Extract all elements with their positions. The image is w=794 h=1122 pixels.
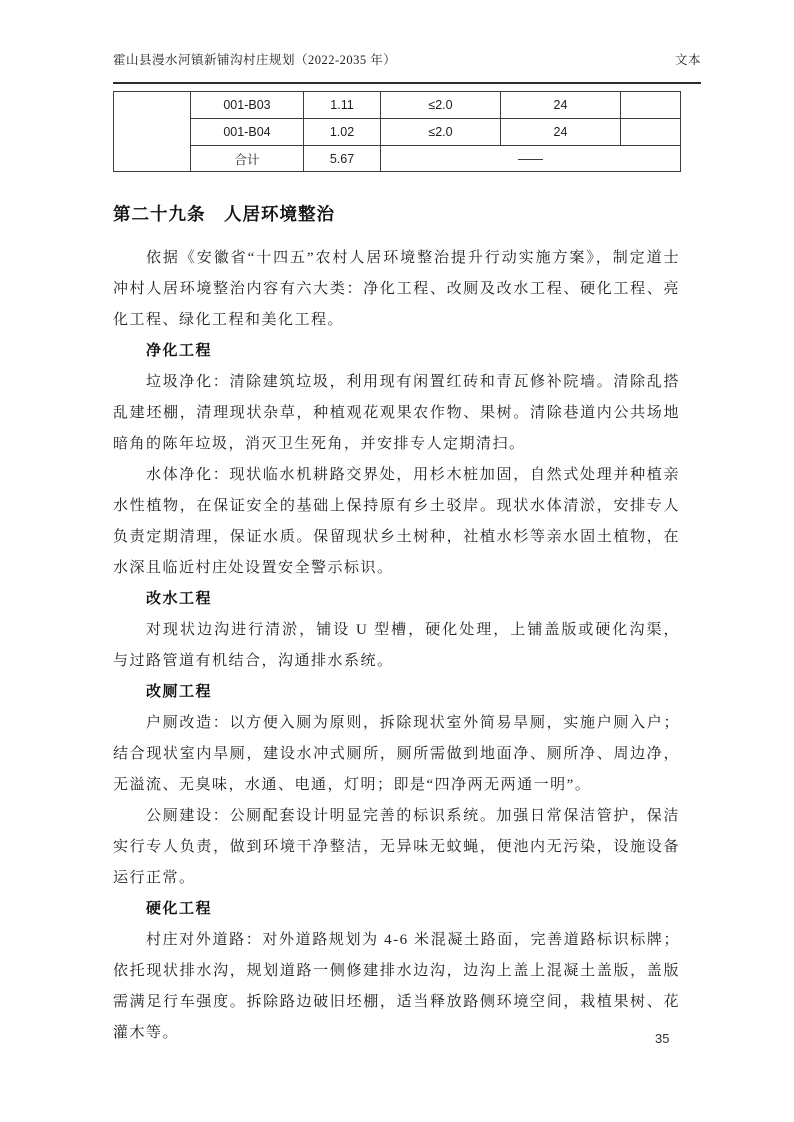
paragraph-garbage-purification: 垃圾净化：清除建筑垃圾，利用现有闲置红砖和青瓦修补院墙。清除乱搭乱建坯棚，清理现状杂草，种植观花观果农作物、果树。清除巷道内公共场地暗角的陈年垃圾，消灭卫生死角，并安排专人定期清扫。 bbox=[113, 374, 680, 452]
paragraph-household-toilet: 户厕改造：以方便入厕为原则，拆除现状室外简易旱厕，实施户厕入户；结合现状室内旱厕，建设水冲式厕所，厕所需做到地面净、厕所净、周边净，无溢流、无臭味，水通、电通，灯明；即是“四净两无两通一明”。 bbox=[113, 715, 680, 793]
cell-value: 24 bbox=[501, 92, 621, 119]
cell-plot-code: 001-B03 bbox=[191, 92, 304, 119]
page-number: 35 bbox=[655, 1031, 670, 1046]
paragraph-external-roads: 村庄对外道路：对外道路规划为 4-6 米混凝土路面，完善道路标识标牌；依托现状排水沟，规划道路一侧修建排水边沟，边沟上盖上混凝土盖版，盖版需满足行车强度。拆除路边破旧坯棚，适当释放路侧环境空间，栽植果树、花灌木等。 bbox=[113, 932, 680, 1041]
cell-limit: ≤2.0 bbox=[381, 92, 501, 119]
cell-total-area: 5.67 bbox=[304, 146, 381, 172]
cell-empty-right bbox=[621, 92, 681, 119]
cell-plot-code: 001-B04 bbox=[191, 119, 304, 146]
cell-limit: ≤2.0 bbox=[381, 119, 501, 146]
page-header bbox=[113, 0, 701, 84]
paragraph-intro: 依据《安徽省“十四五”农村人居环境整治提升行动实施方案》，制定道士冲村人居环境整治内容有六大类：净化工程、改厕及改水工程、硬化工程、亮化工程、绿化工程和美化工程。 bbox=[113, 250, 680, 328]
subheading-water-improvement-project: 改水工程 bbox=[146, 591, 213, 607]
land-use-table bbox=[113, 91, 681, 172]
content-area bbox=[113, 91, 680, 1049]
subheading-hardening-project: 硬化工程 bbox=[146, 901, 213, 917]
paragraph-ditch-improvement: 对现状边沟进行清淤，铺设 U 型槽，硬化处理，上铺盖版或硬化沟渠，与过路管道有机结合，沟通排水系统。 bbox=[113, 622, 680, 669]
paragraph-water-body-purification: 水体净化：现状临水机耕路交界处，用杉木桩加固，自然式处理并种植亲水性植物，在保证安全的基础上保持原有乡土驳岸。现状水体清淤，安排专人负责定期清理，保证水质。保留现状乡土树种，社植水杉等亲水固土植物，在水深且临近村庄处设置安全警示标识。 bbox=[113, 467, 680, 576]
cell-empty-left bbox=[114, 92, 191, 172]
cell-value: 24 bbox=[501, 119, 621, 146]
cell-total-dash: —— bbox=[381, 146, 681, 172]
table-row-1 bbox=[114, 92, 681, 119]
article-heading: 第二十九条 人居环境整治 bbox=[113, 204, 335, 224]
cell-empty-right bbox=[621, 119, 681, 146]
header-title: 霍山县漫水河镇新铺沟村庄规划（2022-2035 年） bbox=[113, 53, 397, 67]
table-row-2 bbox=[114, 119, 681, 146]
header-doc-type: 文本 bbox=[674, 53, 701, 67]
paragraph-public-toilet: 公厕建设：公厕配套设计明显完善的标识系统。加强日常保洁管护，保洁实行专人负责，做到环境干净整洁，无异味无蚊蝇，便池内无污染，设施设备运行正常。 bbox=[113, 808, 680, 886]
subheading-toilet-improvement-project: 改厕工程 bbox=[146, 684, 213, 700]
table-row-total bbox=[114, 146, 681, 172]
cell-area: 1.02 bbox=[304, 119, 381, 146]
header-row bbox=[113, 0, 701, 84]
cell-area: 1.11 bbox=[304, 92, 381, 119]
cell-total-label: 合计 bbox=[191, 146, 304, 172]
subheading-purification-project: 净化工程 bbox=[146, 343, 213, 359]
